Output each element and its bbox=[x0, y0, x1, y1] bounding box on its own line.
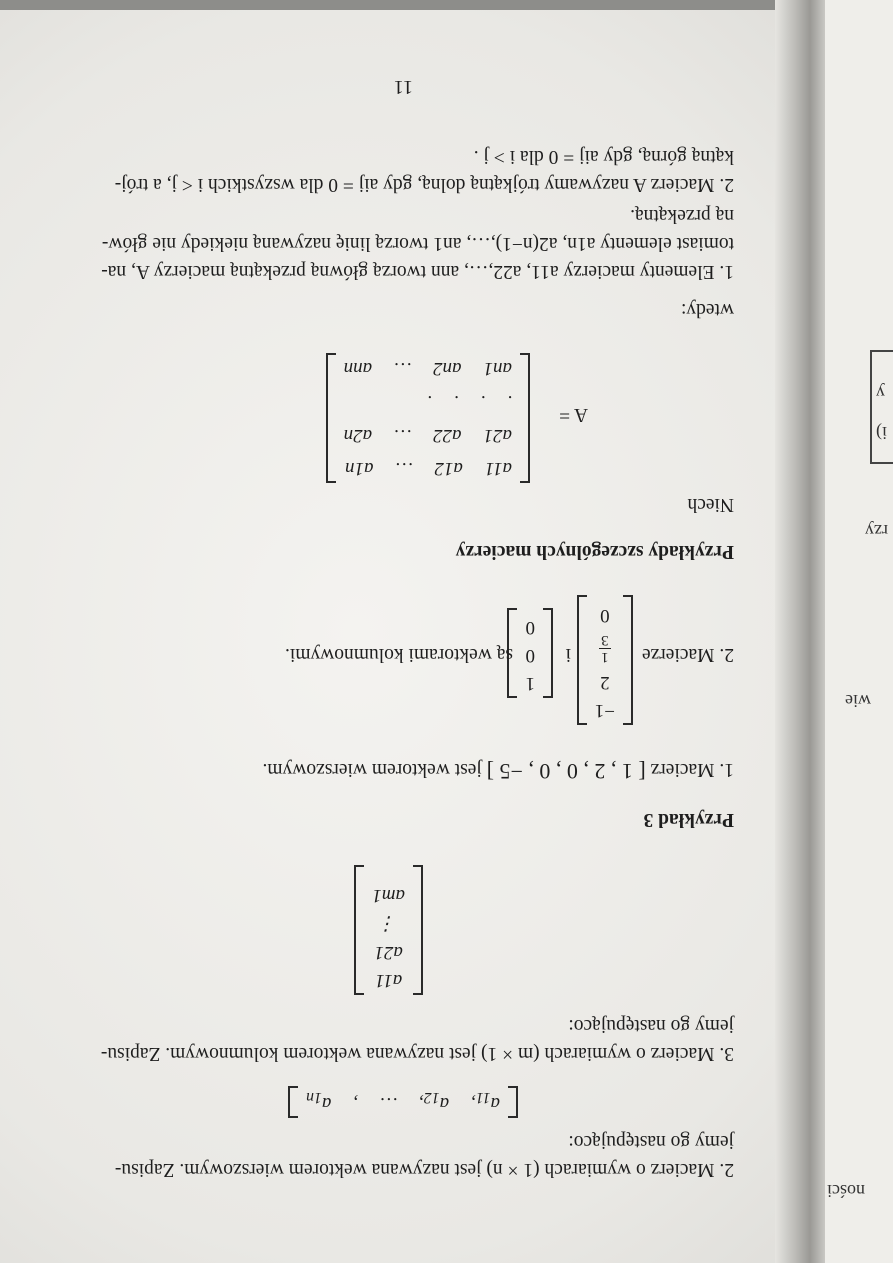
margin-fragment: rzy bbox=[865, 521, 888, 541]
example3-p1: 1. Macierz [ 1 , 2 , 0 , 0 , −5 ] jest wektorem wierszowym. bbox=[262, 759, 734, 784]
and-word: i bbox=[565, 644, 571, 665]
column-vector-1: −1 2 1 3 0 bbox=[577, 595, 633, 725]
item3-line2: jemy go następująco: bbox=[568, 1015, 734, 1036]
special-s2-line2: kątną górną, gdy aij = 0 dla i > j . bbox=[473, 146, 734, 167]
special-title: Przykłady szczególnych macierzy bbox=[455, 541, 734, 562]
margin-fragment: y bbox=[876, 383, 885, 403]
column-vector-2: 1 0 0 bbox=[508, 608, 554, 698]
margin-fragment: i) bbox=[876, 423, 887, 443]
special-s1-line1: 1. Elementy macierzy a11, a22,…, ann tworzą główną przekątną macierzy A, na- bbox=[101, 261, 734, 282]
example3-title: Przykład 3 bbox=[643, 809, 734, 830]
then-text: wtedy: bbox=[680, 299, 734, 320]
page-content: 11 2. Macierz o wymiarach (1 × n) jest nazywana wektorem wierszowym. Zapisu- jemy go następująco: $a_{11}$, $a_{12}$, … , $a_{1n}$ 3. Macierz o wymiarach (m × 1) jest nazywana wektorem kolumnowym. Zapisu- jemy go następująco: a11 a21 ⋮ am1 Przykład 3 1. Macierz [ 1 , 2 , 0 , 0 , −5 ] jest wektorem wierszowym. 2. Macierze −1 2 1 3 0 i 1 0 0 są wektorami kolumnowymi. Przykłady szczególnych macierzy Niech A = a11 a12 … a1n a21 a22 … a2n . . . . an1 an2 … ann wtedy: 1. Elementy macierzy a11, a22,…, ann tworzą główną przekątną macierzy A, na- tomiast elementy a1n, a2(n−1),…, an1 tworzą linię nazywaną niekiedy nie głów- ną przekątną. 2. Macierz A nazywamy trójkątną dolną, gdy aij = 0 dla wszystkich i < j, a trój- kątną górną, gdy aij = 0 dla i > j . bbox=[0, 0, 893, 1263]
margin-fragment: ności bbox=[827, 1181, 865, 1201]
special-s1-line2: tomiast elementy a1n, a2(n−1),…, an1 tworzą linię nazywaną niekiedy nie głów- bbox=[101, 233, 734, 254]
let-text: Niech bbox=[687, 494, 734, 515]
matrix-label: A = bbox=[559, 404, 588, 425]
item2-line1: 2. Macierz o wymiarach (1 × n) jest nazywana wektorem wierszowym. Zapisu- bbox=[114, 1159, 734, 1180]
item3-line1: 3. Macierz o wymiarach (m × 1) jest nazywana wektorem kolumnowym. Zapisu- bbox=[100, 1043, 734, 1064]
margin-fragment: wie bbox=[845, 691, 871, 711]
special-s2-line1: 2. Macierz A nazywamy trójkątną dolną, gdy aij = 0 dla wszystkich i < j, a trój- bbox=[114, 174, 734, 195]
row-vector: $a_{11}$, $a_{12}$, … , $a_{1n}$ bbox=[288, 1086, 518, 1118]
example3-p2-suffix: są wektorami kolumnowymi. bbox=[284, 644, 513, 665]
matrix-A: a11 a12 … a1n a21 a22 … a2n . . . . an1 an2 … ann bbox=[326, 353, 530, 483]
special-s1-line3: ną przekątną. bbox=[630, 205, 734, 226]
item2-line2: jemy go następująco: bbox=[568, 1131, 734, 1152]
column-vector: a11 a21 ⋮ am1 bbox=[354, 865, 423, 995]
example3-p2: 2. Macierze bbox=[641, 644, 734, 665]
